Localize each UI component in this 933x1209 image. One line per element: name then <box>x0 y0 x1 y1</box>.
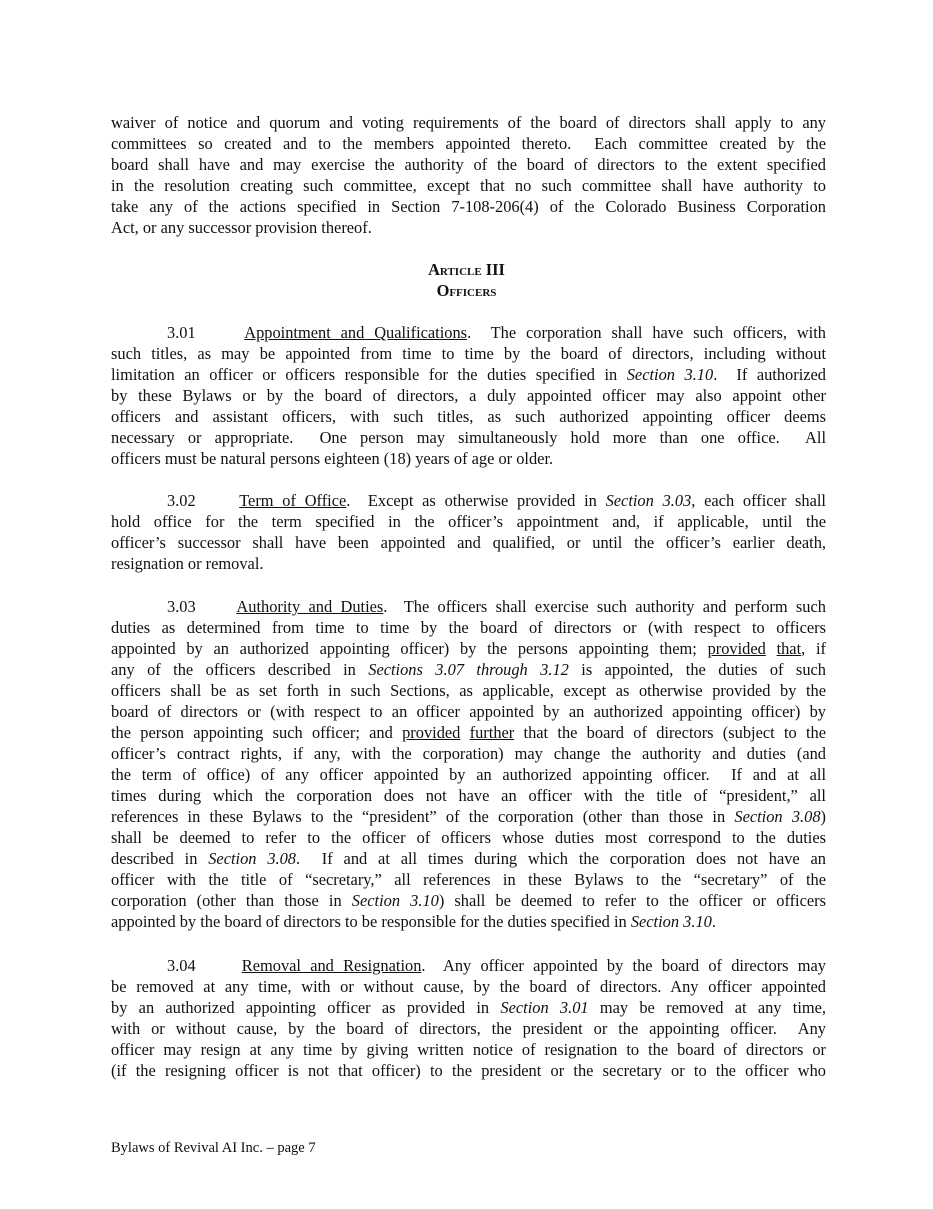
text-run: , if <box>801 639 826 658</box>
text-run: ) shall be deemed to refer to the officer or officers <box>438 891 827 910</box>
text-line <box>111 1018 826 1039</box>
italic-reference: Section 3.10 <box>626 365 714 384</box>
article-title: Officers <box>436 281 497 300</box>
text-run: resignation or removal. <box>111 554 264 573</box>
text-run: may be removed at any time, <box>588 998 826 1017</box>
underlined-text: Authority and Duties <box>236 597 384 616</box>
text-line <box>111 806 826 827</box>
italic-reference: Section 3.08 <box>208 849 297 868</box>
text-line <box>111 133 826 154</box>
text-line <box>111 196 826 217</box>
text-run: board shall have and may exercise the authority of the board of directors to the extent specified <box>111 155 826 174</box>
paragraph-section-3-01 <box>111 322 826 469</box>
text-run: . Except as otherwise provided in <box>346 491 606 510</box>
text-line <box>111 112 826 133</box>
text-run: . If and at all times during which the corporation does not have an <box>296 849 827 868</box>
text-line <box>111 848 826 869</box>
text-run: officer may resign at any time by giving written notice of resignation to the board of directors or <box>111 1040 826 1059</box>
text-run: , each officer shall <box>691 491 826 510</box>
text-line <box>111 743 826 764</box>
text-run: . If authorized <box>713 365 826 384</box>
text-run: any of the officers described in <box>111 660 369 679</box>
text-line <box>111 596 826 617</box>
page-footer: Bylaws of Revival AI Inc. – page 7 <box>111 1140 316 1156</box>
text-line <box>111 553 826 574</box>
text-line <box>111 701 826 722</box>
text-run: in the resolution creating such committee, except that no such committee shall have authority to <box>111 176 826 195</box>
text-line <box>111 511 826 532</box>
text-run: the term of office) of any officer appointed by an authorized appointing officer. If and at all <box>111 765 826 784</box>
text-run: 3.02 <box>167 491 240 510</box>
text-line <box>111 217 826 238</box>
text-line <box>111 1060 826 1081</box>
text-line <box>111 364 826 385</box>
text-run: limitation an officer or officers responsible for the duties specified in <box>111 365 627 384</box>
text-line <box>111 385 826 406</box>
underlined-text: Removal and Resignation <box>241 956 422 975</box>
text-run: 3.01 <box>167 323 245 342</box>
text-run: . The corporation shall have such officers, with <box>467 323 826 342</box>
text-run <box>460 723 469 742</box>
paragraph-section-3-03 <box>111 596 826 932</box>
text-line <box>111 911 826 932</box>
text-run: board of directors or (with respect to an officer appointed by an authorized appointing officer) by <box>111 702 826 721</box>
text-line <box>111 869 826 890</box>
text-run: that the board of directors (subject to the <box>514 723 827 742</box>
text-run: officers and assistant officers, with such titles, as such authorized appointing officer deems <box>111 407 826 426</box>
text-run: shall be deemed to refer to the officer of officers whose duties most correspond to the duties <box>111 828 826 847</box>
text-run: appointed by an authorized appointing officer) by the persons appointing them; <box>111 639 708 658</box>
text-line <box>111 343 826 364</box>
paragraph-section-3-04 <box>111 955 826 1081</box>
text-run: 3.04 <box>167 956 242 975</box>
text-run: corporation (other than those in <box>111 891 352 910</box>
italic-reference: Section 3.01 <box>500 998 589 1017</box>
underlined-text: provided <box>707 639 766 658</box>
text-run: take any of the actions specified in Section 7-108-206(4) of the Colorado Business Corporation <box>111 197 826 216</box>
text-run: Act, or any successor provision thereof. <box>111 218 372 237</box>
text-line <box>111 890 826 911</box>
text-line <box>111 322 826 343</box>
italic-reference: Section 3.08 <box>734 807 821 826</box>
underlined-text: that <box>776 639 802 658</box>
text-line <box>111 1039 826 1060</box>
text-run: by these Bylaws or by the board of directors, a duly appointed officer may also appoint other <box>111 386 826 405</box>
text-run: necessary or appropriate. One person may simultaneously hold more than one office. All <box>111 428 826 447</box>
text-line <box>111 448 826 469</box>
text-run: officers shall be as set forth in such Sections, as applicable, except as otherwise provided by the <box>111 681 826 700</box>
text-line <box>111 406 826 427</box>
text-run: such titles, as may be appointed from time to time by the board of directors, including without <box>111 344 826 363</box>
text-run: officer’s contract rights, if any, with the corporation) may change the authority and duties (and <box>111 744 826 763</box>
text-run: officer’s successor shall have been appointed and qualified, or until the officer’s earlier death, <box>111 533 826 552</box>
text-line <box>111 976 826 997</box>
text-line <box>111 532 826 553</box>
text-line <box>111 955 826 976</box>
text-run: be removed at any time, with or without cause, by the board of directors. Any officer appointed <box>111 977 826 996</box>
text-line <box>111 427 826 448</box>
text-line <box>111 490 826 511</box>
text-run: ) <box>820 807 826 826</box>
text-line <box>111 154 826 175</box>
italic-reference: Sections 3.07 through 3.12 <box>368 660 569 679</box>
text-run: waiver of notice and quorum and voting requirements of the board of directors shall apply to any <box>111 113 826 132</box>
text-run: the person appointing such officer; and <box>111 723 403 742</box>
italic-reference: Section 3.03 <box>605 491 692 510</box>
text-run: . The officers shall exercise such authority and perform such <box>383 597 826 616</box>
text-run: officers must be natural persons eighteen (18) years of age or older. <box>111 449 554 468</box>
underlined-text: provided <box>402 723 461 742</box>
text-run: with or without cause, by the board of directors, the president or the appointing officer. Any <box>111 1019 826 1038</box>
text-line <box>111 617 826 638</box>
underlined-text: Term of Office <box>239 491 347 510</box>
paragraph-section-3-02 <box>111 490 826 574</box>
article-number: Article III <box>428 260 505 279</box>
text-line <box>111 722 826 743</box>
article-heading <box>0 259 933 301</box>
text-line <box>111 997 826 1018</box>
text-run: hold office for the term specified in the officer’s appointment and, if applicable, until the <box>111 512 826 531</box>
text-run <box>766 639 777 658</box>
text-run: . <box>711 912 716 931</box>
text-run: committees so created and to the members appointed thereto. Each committee created by the <box>111 134 826 153</box>
text-line <box>111 785 826 806</box>
text-run: times during which the corporation does not have an officer with the title of “president,” all <box>111 786 826 805</box>
text-line <box>111 638 826 659</box>
underlined-text: further <box>469 723 515 742</box>
text-run: appointed by the board of directors to be responsible for the duties specified in <box>111 912 631 931</box>
text-run: duties as determined from time to time by the board of directors or (with respect to officers <box>111 618 826 637</box>
text-run: by an authorized appointing officer as provided in <box>111 998 501 1017</box>
text-run: 3.03 <box>167 597 237 616</box>
text-line <box>111 764 826 785</box>
text-run: officer with the title of “secretary,” all references in these Bylaws to the “secretary” of the <box>111 870 826 889</box>
text-run: described in <box>111 849 209 868</box>
text-line <box>111 175 826 196</box>
italic-reference: Section 3.10 <box>351 891 439 910</box>
underlined-text: Appointment and Qualifications <box>244 323 468 342</box>
text-line <box>111 680 826 701</box>
text-run: references in these Bylaws to the “president” of the corporation (other than those in <box>111 807 735 826</box>
paragraph-committees-continuation <box>111 112 826 238</box>
text-run: (if the resigning officer is not that officer) to the president or the secretary or to the officer who <box>111 1061 826 1080</box>
text-line <box>111 659 826 680</box>
text-run: . Any officer appointed by the board of directors may <box>421 956 826 975</box>
text-line <box>111 827 826 848</box>
italic-reference: Section 3.10 <box>630 912 712 931</box>
text-run: is appointed, the duties of such <box>568 660 826 679</box>
